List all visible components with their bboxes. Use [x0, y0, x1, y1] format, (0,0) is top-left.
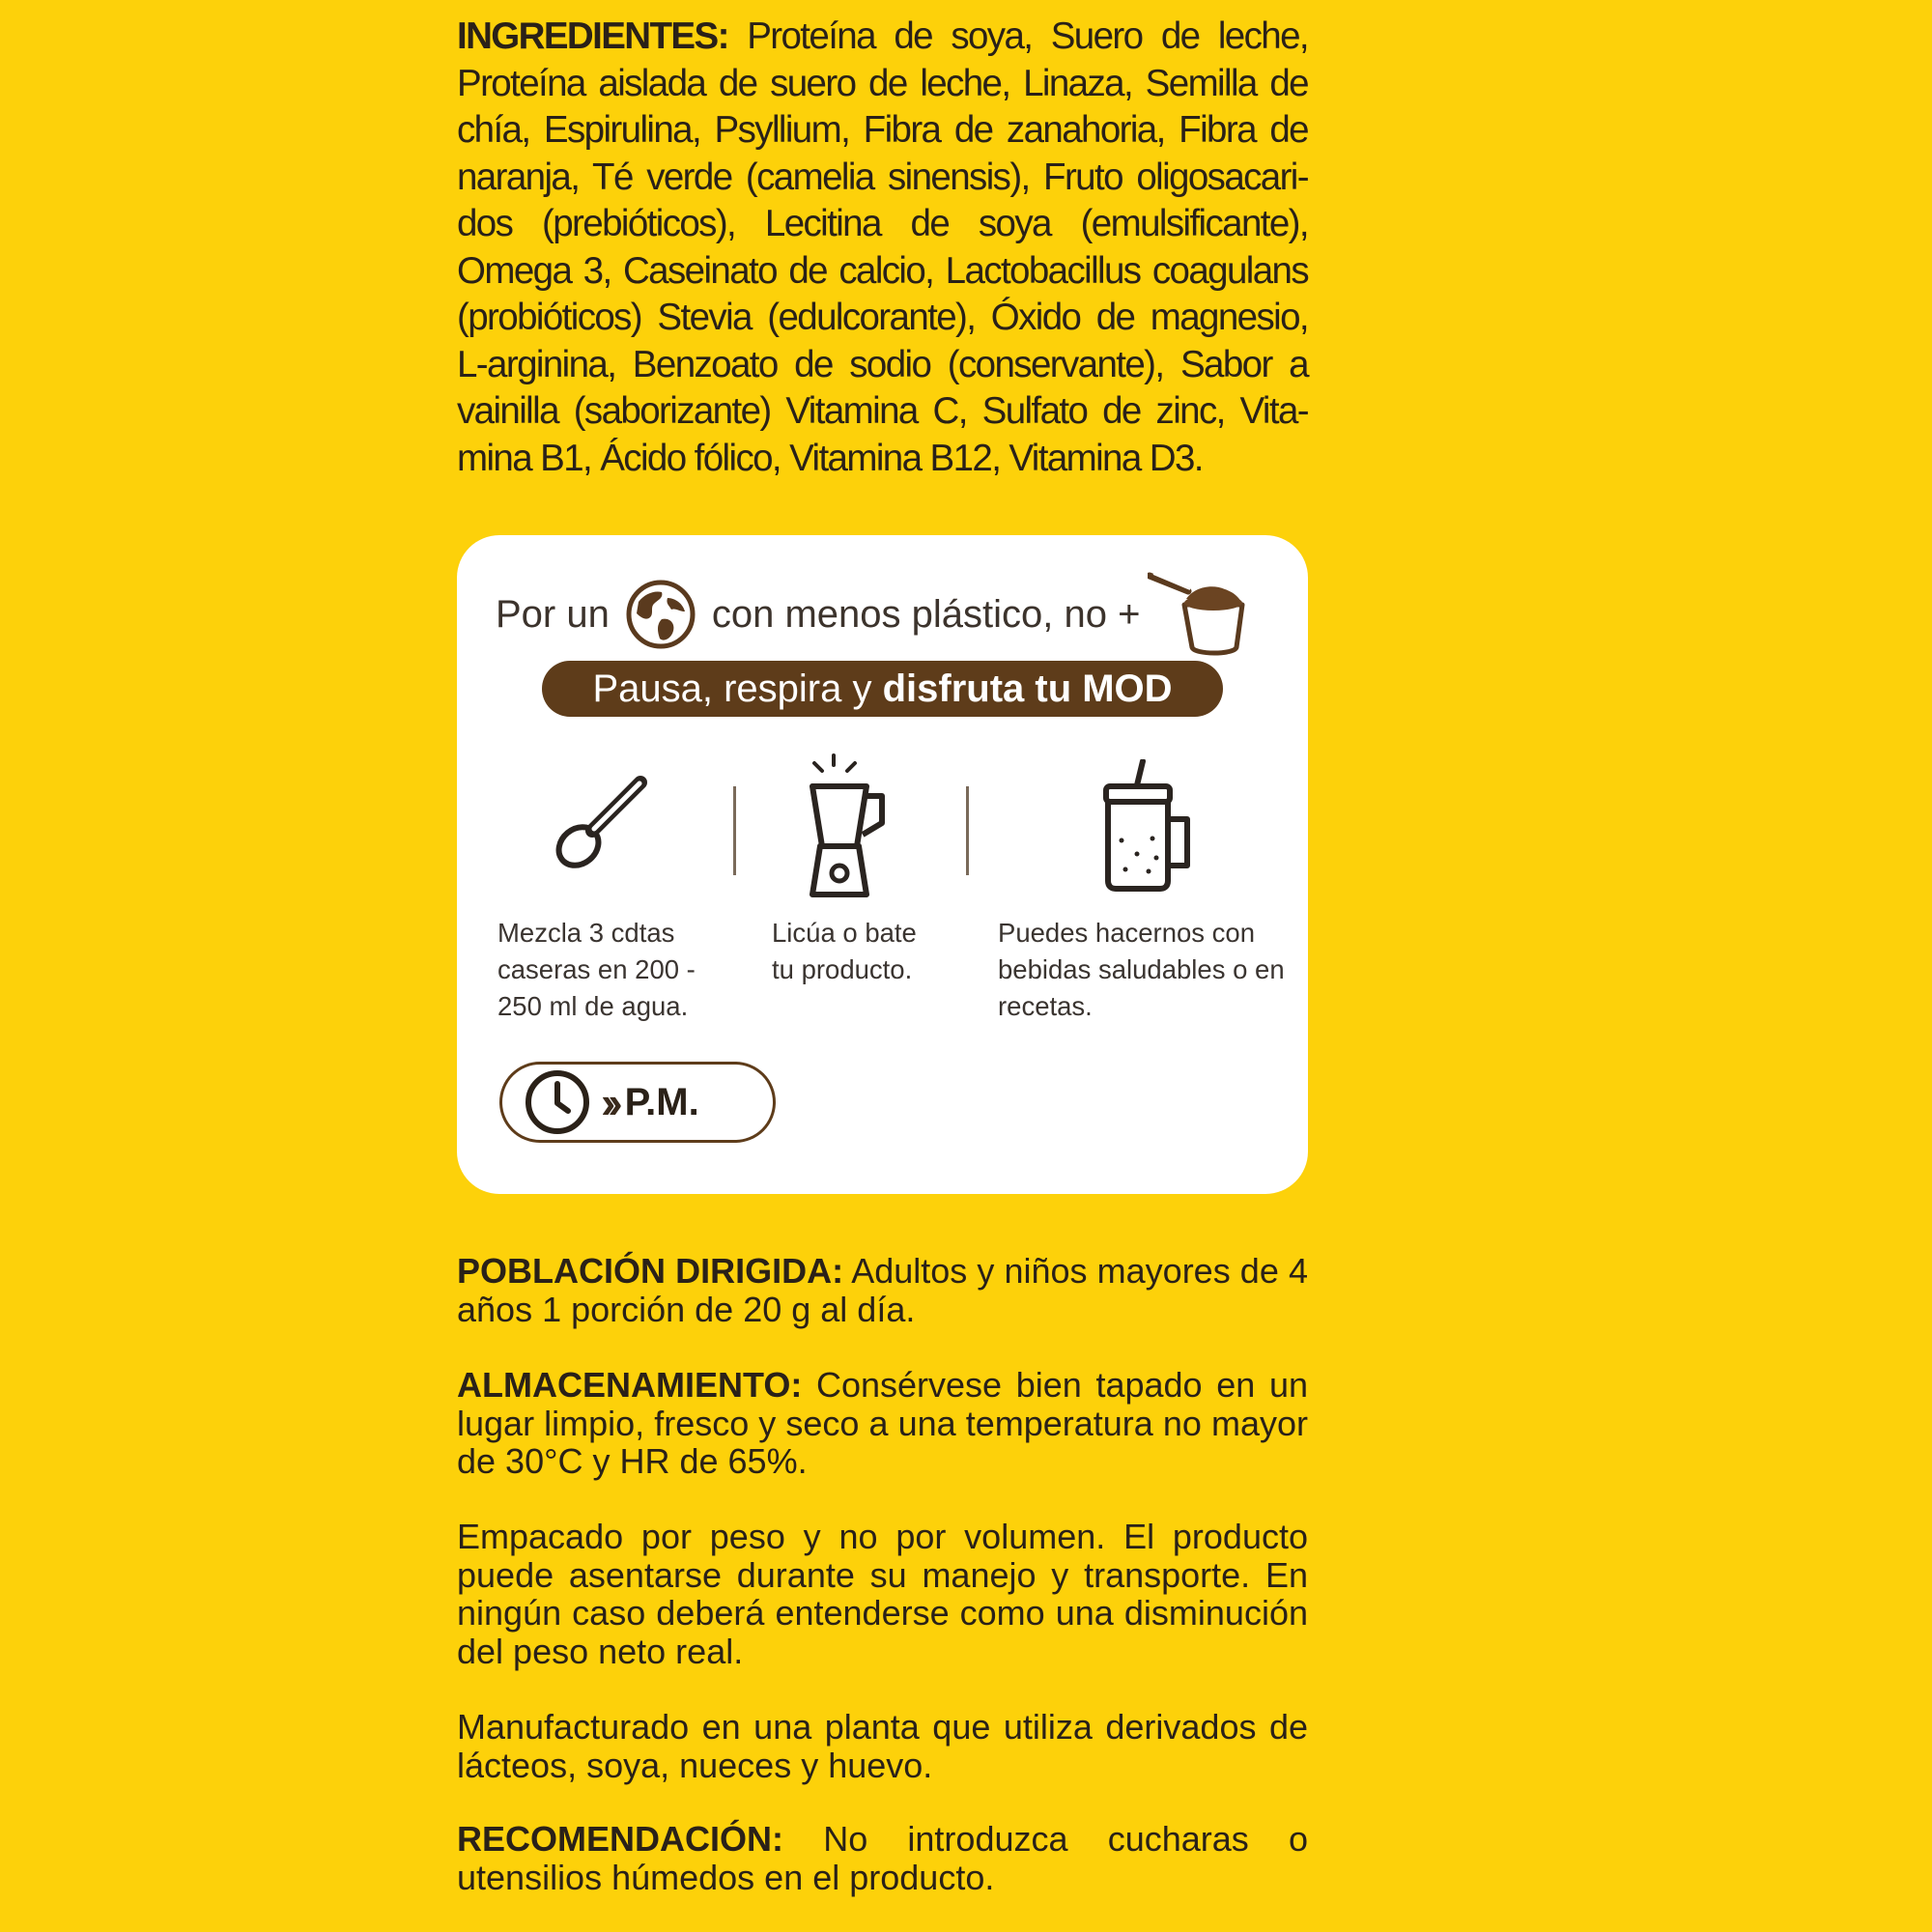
step-divider — [733, 786, 736, 875]
card-headline — [496, 576, 1288, 653]
ingredients-label: INGREDIENTES: — [457, 15, 728, 57]
jar-icon — [1098, 759, 1199, 895]
step-1-text: Mezcla 3 cdtas caseras en 200 - 250 ml de agua. — [497, 918, 696, 1021]
almacenamiento-paragraph — [457, 1366, 1308, 1481]
almacenamiento-text: Consérvese bien tapado en un lugar limpio, fresco y seco a una temperatura no mayor de 30°C y HR de 65%. — [457, 1365, 1308, 1481]
almacenamiento-label: ALMACENAMIENTO: — [457, 1365, 803, 1405]
headline-part1: Por un — [496, 592, 610, 636]
recomendacion-paragraph — [457, 1820, 1308, 1896]
scoop-icon — [1148, 570, 1248, 659]
spoon-icon — [548, 769, 656, 877]
step-3-text: Puedes hacernos con bebidas saludables o en recetas. — [998, 918, 1285, 1021]
poblacion-label: POBLACIÓN DIRIGIDA: — [457, 1251, 844, 1291]
globe-icon — [625, 579, 696, 650]
empacado-paragraph: Empacado por peso y no por volumen. El producto puede asentarse durante su manejo y transporte. En ningún caso deberá entenderse como una disminución del peso neto real. — [457, 1517, 1308, 1671]
headline-part2: con menos plástico, no + — [711, 592, 1141, 636]
instructions-card — [457, 535, 1308, 1194]
recomendacion-text: No introduzca cucharas o utensilios húmedos en el producto. — [457, 1819, 1308, 1897]
ingredients-paragraph — [457, 14, 1308, 482]
clock-icon — [524, 1068, 591, 1136]
recomendacion-label: RECOMENDACIÓN: — [457, 1819, 783, 1859]
manufacturado-paragraph: Manufacturado en una planta que utiliza derivados de lácteos, soya, nueces y huevo. — [457, 1707, 1308, 1785]
blender-icon — [793, 753, 899, 900]
pill-bold: disfruta tu MOD — [882, 668, 1173, 710]
step-2-text: Licúa o bate tu producto. — [772, 918, 917, 984]
step-divider — [966, 786, 969, 875]
poblacion-paragraph — [457, 1252, 1308, 1328]
ingredients-text: Proteína de soya, Suero de leche, Proteína aislada de suero de leche, Linaza, Semilla de chía, Espirulina, Psyllium, Fibra de zanahoria, Fibra de naranja, Té verde (camelia sinensis), Fruto oligosacari-dos (prebióticos), Lecitina de soya (emulsificante), Omega 3, Caseinato de calcio, Lactobacillus coagulans (probióticos) Stevia (edulcorante), Óxido de magnesio, L-arginina, Benzoato de sodio (conservante), Sabor a vainilla (saborizante) Vitamina C, Sulfato de zinc, Vita-mina B1, Ácido fólico, Vitamina B12, Vitamina D3. — [457, 15, 1308, 479]
poblacion-text: Adultos y niños mayores de 4 años 1 porción de 20 g al día. — [457, 1251, 1308, 1329]
time-label: P.M. — [624, 1080, 699, 1123]
time-badge — [499, 1062, 776, 1143]
double-chevron-icon: ›› — [601, 1077, 615, 1127]
pill-regular: Pausa, respira y — [592, 668, 883, 710]
tagline-pill — [542, 661, 1223, 717]
